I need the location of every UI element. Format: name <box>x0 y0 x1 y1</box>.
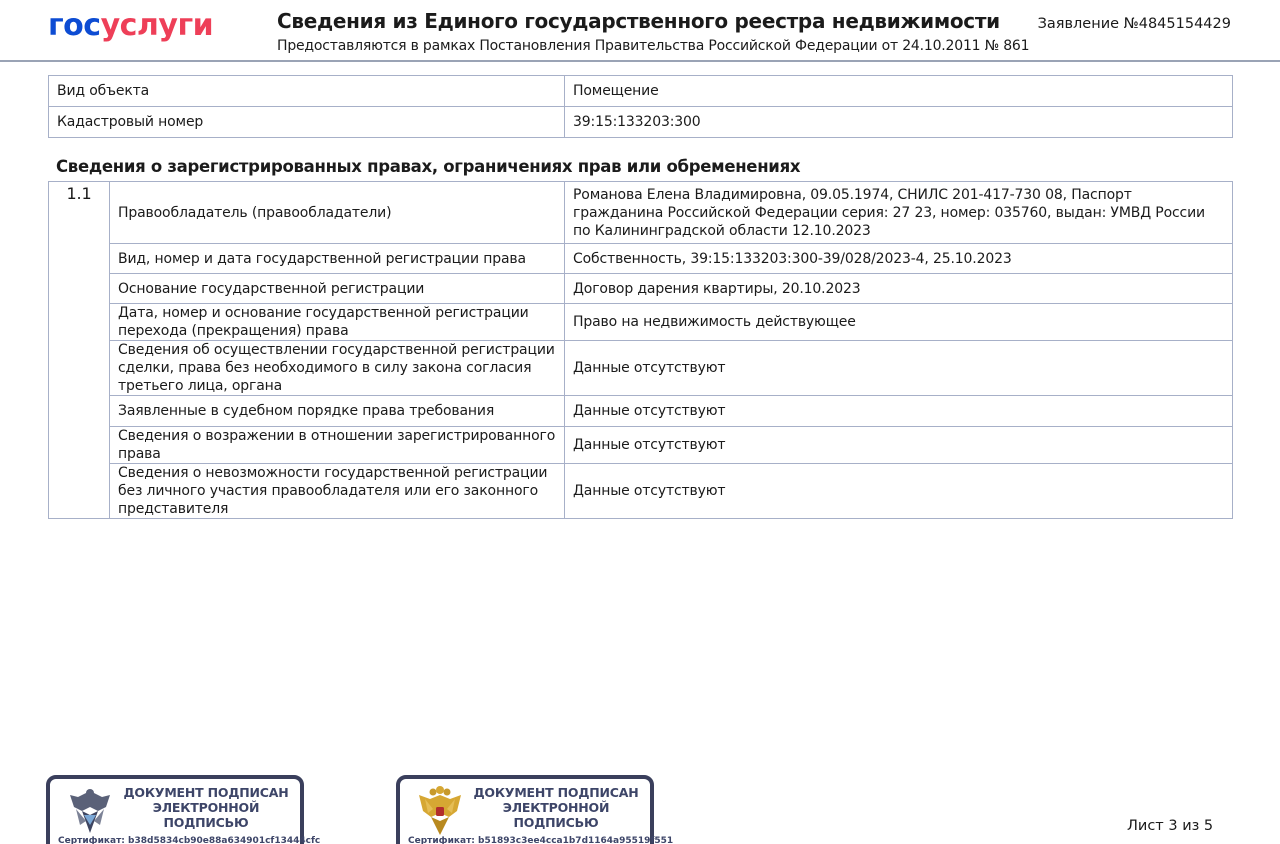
logo-part-uslugi: услуги <box>100 8 214 43</box>
object-type-value: Помещение <box>565 76 1233 107</box>
table-row <box>49 341 1233 396</box>
table-row <box>49 396 1233 427</box>
table-row <box>49 76 1233 107</box>
cadastral-number-value: 39:15:133203:300 <box>565 107 1233 138</box>
entry-number: 1.1 <box>49 182 110 519</box>
court-claims-label: Заявленные в судебном порядке права требования <box>110 396 565 427</box>
rights-table <box>48 181 1233 519</box>
document-title: Сведения из Единого государственного реестра недвижимости <box>277 9 1000 33</box>
document-subtitle: Предоставляются в рамках Постановления Правительства Российской Федерации от 24.10.2011 № 861 <box>277 38 1030 54</box>
personal-participation-value: Данные отсутствуют <box>565 464 1233 519</box>
stamp-line: ПОДПИСЬЮ <box>513 815 599 830</box>
table-row <box>49 427 1233 464</box>
objection-info-value: Данные отсутствуют <box>565 427 1233 464</box>
right-holder-value: Романова Елена Владимировна, 09.05.1974, СНИЛС 201-417-730 08, Паспорт гражданина Российской Федерации серия: 27 23, номер: 035760, выдан: УМВД России по Калининградской области 12.10.2023 <box>565 182 1233 244</box>
table-row <box>49 182 1233 244</box>
court-claims-value: Данные отсутствуют <box>565 396 1233 427</box>
stamp-line: ЭЛЕКТРОННОЙ <box>502 800 610 815</box>
transfer-info-label: Дата, номер и основание государственной регистрации перехода (прекращения) права <box>110 304 565 341</box>
consent-info-value: Данные отсутствуют <box>565 341 1233 396</box>
registration-basis-value: Договор дарения квартиры, 20.10.2023 <box>565 274 1233 304</box>
stamp-line: ДОКУМЕНТ ПОДПИСАН <box>473 785 639 800</box>
table-row <box>49 304 1233 341</box>
objection-info-label: Сведения о возражении в отношении зарегистрированного права <box>110 427 565 464</box>
object-info-table <box>48 75 1233 138</box>
stamp-line: ПОДПИСЬЮ <box>163 815 249 830</box>
consent-info-label: Сведения об осуществлении государственной регистрации сделки, права без необходимого в силу закона согласия третьего лица, органа <box>110 341 565 396</box>
table-row <box>49 107 1233 138</box>
signature-stamp-2 <box>396 775 674 844</box>
certificate-id: Сертификат: b38d5834cb90e88a634901cf13444cfc <box>58 836 321 844</box>
stamp-text <box>468 785 644 830</box>
transfer-info-value: Право на недвижимость действующее <box>565 304 1233 341</box>
rights-section-title: Сведения о зарегистрированных правах, ограничениях прав или обременениях <box>56 157 801 176</box>
table-row <box>49 464 1233 519</box>
cadastral-number-label: Кадастровый номер <box>49 107 565 138</box>
registration-type-value: Собственность, 39:15:133203:300-39/028/2023-4, 25.10.2023 <box>565 244 1233 274</box>
table-row <box>49 244 1233 274</box>
signature-stamp-1 <box>46 775 321 844</box>
right-holder-label: Правообладатель (правообладатели) <box>110 182 565 244</box>
stamp-line: ДОКУМЕНТ ПОДПИСАН <box>123 785 289 800</box>
page-counter: Лист 3 из 5 <box>1127 818 1214 834</box>
stamp-line: ЭЛЕКТРОННОЙ <box>152 800 260 815</box>
application-number: Заявление №4845154429 <box>1037 16 1231 32</box>
stamp-text <box>118 785 294 830</box>
logo-part-gos: гос <box>48 8 101 43</box>
personal-participation-label: Сведения о невозможности государственной регистрации без личного участия правообладателя или его законного представителя <box>110 464 565 519</box>
gosuslugi-logo <box>48 8 213 43</box>
certificate-id: Сертификат: b51893c3ee4cca1b7d1164a95519f551 <box>408 836 674 844</box>
object-type-label: Вид объекта <box>49 76 565 107</box>
table-row <box>49 274 1233 304</box>
document-header <box>0 0 1280 62</box>
registration-type-label: Вид, номер и дата государственной регистрации права <box>110 244 565 274</box>
registration-basis-label: Основание государственной регистрации <box>110 274 565 304</box>
russian-coat-of-arms-icon <box>416 785 464 837</box>
rosreestr-emblem-icon <box>66 785 114 837</box>
